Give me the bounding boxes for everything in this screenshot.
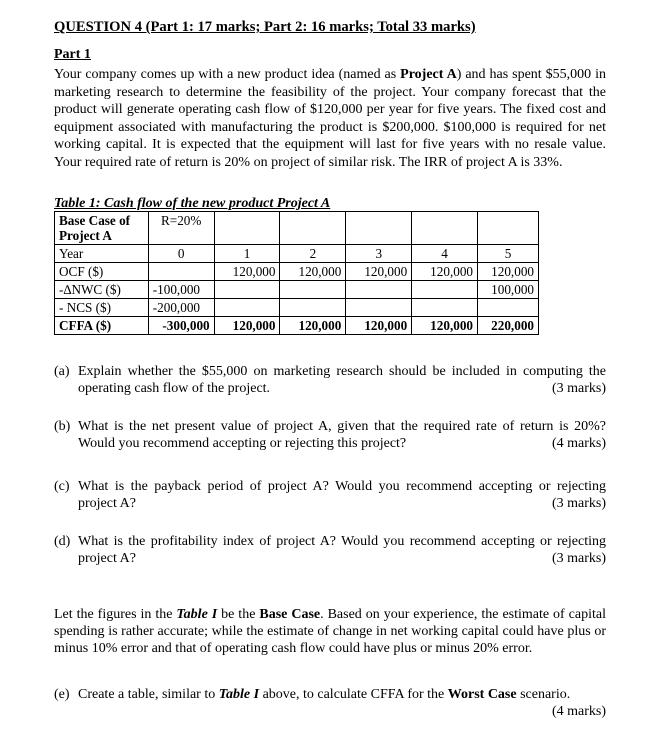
marks-a: (3 marks) xyxy=(551,380,606,396)
cash-flow-table xyxy=(54,211,539,335)
question-heading: QUESTION 4 (Part 1: 17 marks; Part 2: 16 marks; Total 33 marks) xyxy=(54,19,476,35)
question-b: (b) What is the net present value of project A, given that the required rate of return is 20%? Would you recommend accepting or rejecting this project? (4 marks) xyxy=(54,419,606,451)
intro-paragraph: Your company comes up with a new product idea (named as Project A) and has spent $55,000 in marketing research to determine the feasibility of the project. Your company forecast that the product will generate operating cash flow of $120,000 per year for five years. The fixed cost and equipment associated with manufacturing the product is $200,000. $100,000 is required for net working capital. It is expected that the equipment will last for five years with no resale value. Your required rate of return is 20% on project of similar risk. The IRR of project A is 33%. xyxy=(54,67,606,170)
question-d: (d) What is the profitability index of project A? Would you recommend accepting or rejecting project A? (3 marks) xyxy=(54,534,606,566)
marks-e: (4 marks) xyxy=(551,703,606,719)
marks-b: (4 marks) xyxy=(551,435,606,451)
project-name: Project A xyxy=(400,67,457,82)
table-row-cffa: CFFA ($) -300,000 120,000 120,000 120,000 120,000 220,000 xyxy=(55,317,539,335)
marks-d: (3 marks) xyxy=(551,550,606,566)
marks-c: (3 marks) xyxy=(551,495,606,511)
question-c: (c) What is the payback period of project A? Would you recommend accepting or rejecting project A? (3 marks) xyxy=(54,479,606,511)
table-caption: Table 1: Cash flow of the new product Project A xyxy=(54,196,331,211)
table-row-ncs: - NCS ($) -200,000 xyxy=(55,299,539,317)
table-row-year: Year 0 1 2 3 4 5 xyxy=(55,245,539,263)
table-row-nwc: -∆NWC ($) -100,000 100,000 xyxy=(55,281,539,299)
part-1-title: Part 1 xyxy=(54,47,91,62)
table-row-ocf: OCF ($) 120,000 120,000 120,000 120,000 120,000 xyxy=(55,263,539,281)
question-a: (a) Explain whether the $55,000 on marketing research should be included in computing the operating cash flow of the project. (3 marks) xyxy=(54,364,606,396)
scenario-paragraph: Let the figures in the Table I be the Base Case. Based on your experience, the estimate of capital spending is rather accurate; while the estimate of change in net working capital could have plus or minus 10% error and that of operating cash flow could have plus or minus 20% error. xyxy=(54,607,606,656)
question-e: (e) Create a table, similar to Table I above, to calculate CFFA for the Worst Case scenario. (4 marks) xyxy=(54,687,606,719)
table-header-row xyxy=(55,212,539,245)
rate-cell: R=20% xyxy=(148,212,214,245)
table-header-label: Base Case of Project A xyxy=(55,212,149,245)
